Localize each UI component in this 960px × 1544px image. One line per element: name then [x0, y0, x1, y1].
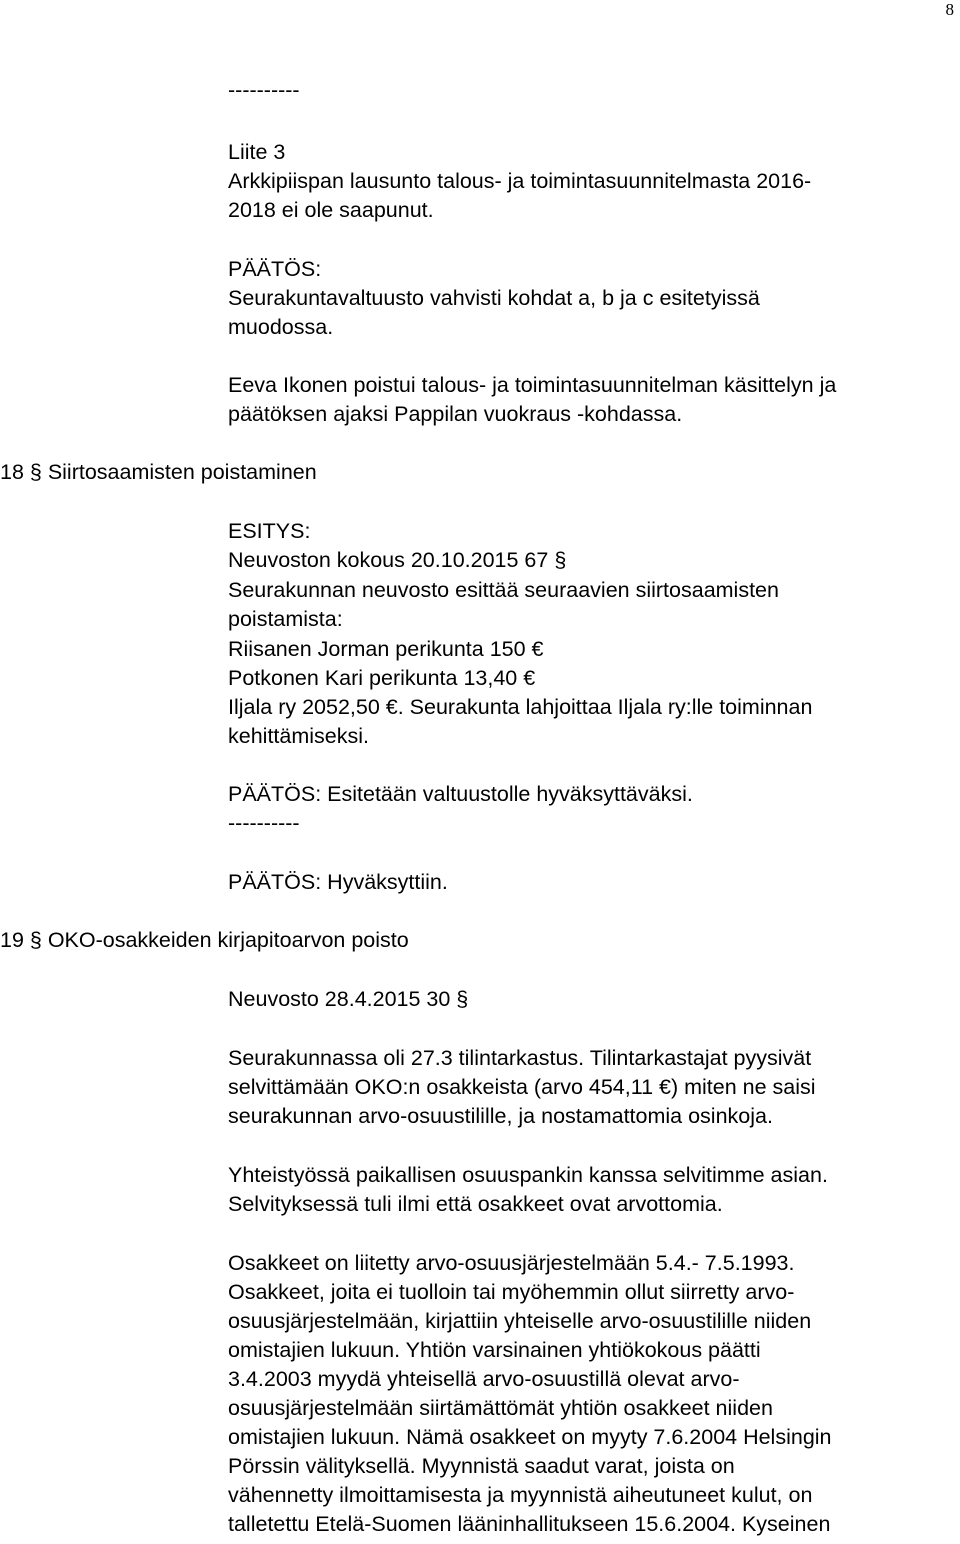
- decision-text-line: muodossa.: [228, 315, 334, 339]
- paragraph-line: vähennetty ilmoittamisesta ja myynnistä aiheutuneet kulut, on: [228, 1483, 813, 1507]
- paragraph-line: omistajien lukuun. Yhtiön varsinainen yhtiökokous päätti: [228, 1338, 761, 1362]
- paragraph-line: osuusjärjestelmään, kirjattiin yhteiselle arvo-osuustilille niiden: [228, 1309, 812, 1333]
- separator-line: ----------: [228, 78, 300, 102]
- paragraph-line: Osakkeet on liitetty arvo-osuusjärjestelmään 5.4.- 7.5.1993.: [228, 1251, 795, 1275]
- recusal-text-line: päätöksen ajaksi Pappilan vuokraus -kohdassa.: [228, 402, 683, 426]
- decision-final: PÄÄTÖS: Hyväksyttiin.: [228, 870, 448, 894]
- paragraph-line: omistajien lukuun. Nämä osakkeet on myyty 7.6.2004 Helsingin: [228, 1425, 832, 1449]
- attachment-text-line: Arkkipiispan lausunto talous- ja toimintasuunnitelmasta 2016-: [228, 169, 812, 193]
- attachment-label: Liite 3: [228, 140, 286, 164]
- recusal-text-line: Eeva Ikonen poistui talous- ja toimintasuunnitelman käsittelyn ja: [228, 373, 837, 397]
- section-heading: 19 § OKO-osakkeiden kirjapitoarvon poisto: [0, 928, 409, 952]
- proposal-text-line: Iljala ry 2052,50 €. Seurakunta lahjoittaa Iljala ry:lle toiminnan: [228, 695, 813, 719]
- proposal-text-line: poistamista:: [228, 607, 343, 631]
- page-number: 8: [945, 0, 954, 19]
- decision-text-line: Seurakuntavaltuusto vahvisti kohdat a, b ja c esitetyissä: [228, 286, 760, 310]
- attachment-text-line: 2018 ei ole saapunut.: [228, 198, 434, 222]
- paragraph-line: Pörssin välityksellä. Myynnistä saadut varat, joista on: [228, 1454, 735, 1478]
- section-heading: 18 § Siirtosaamisten poistaminen: [0, 460, 317, 484]
- paragraph-line: 3.4.2003 myydä yhteisellä arvo-osuustillä olevat arvo-: [228, 1367, 740, 1391]
- meeting-reference: Neuvosto 28.4.2015 30 §: [228, 987, 469, 1011]
- proposal-text-line: Seurakunnan neuvosto esittää seuraavien siirtosaamisten: [228, 578, 779, 602]
- paragraph-line: selvittämään OKO:n osakkeista (arvo 454,11 €) miten ne saisi: [228, 1075, 816, 1099]
- paragraph-line: Selvityksessä tuli ilmi että osakkeet ovat arvottomia.: [228, 1192, 723, 1216]
- meeting-reference: Neuvoston kokous 20.10.2015 67 §: [228, 548, 567, 572]
- paragraph-line: Osakkeet, joita ei tuolloin tai myöhemmin ollut siirretty arvo-: [228, 1280, 795, 1304]
- paragraph-line: talletettu Etelä-Suomen lääninhallitukseen 15.6.2004. Kyseinen: [228, 1512, 831, 1536]
- paragraph-line: Yhteistyössä paikallisen osuuspankin kanssa selvitimme asian.: [228, 1163, 828, 1187]
- proposal-text-line: Potkonen Kari perikunta 13,40 €: [228, 666, 536, 690]
- proposal-text-line: Riisanen Jorman perikunta 150 €: [228, 637, 544, 661]
- decision-draft: PÄÄTÖS: Esitetään valtuustolle hyväksyttäväksi.: [228, 782, 693, 806]
- paragraph-line: seurakunnan arvo-osuustilille, ja nostamattomia osinkoja.: [228, 1104, 773, 1128]
- paragraph-line: osuusjärjestelmään siirtämättömät yhtiön osakkeet niiden: [228, 1396, 773, 1420]
- separator-line: ----------: [228, 811, 300, 835]
- proposal-text-line: kehittämiseksi.: [228, 724, 369, 748]
- decision-label: PÄÄTÖS:: [228, 257, 322, 281]
- proposal-label: ESITYS:: [228, 519, 311, 543]
- paragraph-line: Seurakunnassa oli 27.3 tilintarkastus. Tilintarkastajat pyysivät: [228, 1046, 812, 1070]
